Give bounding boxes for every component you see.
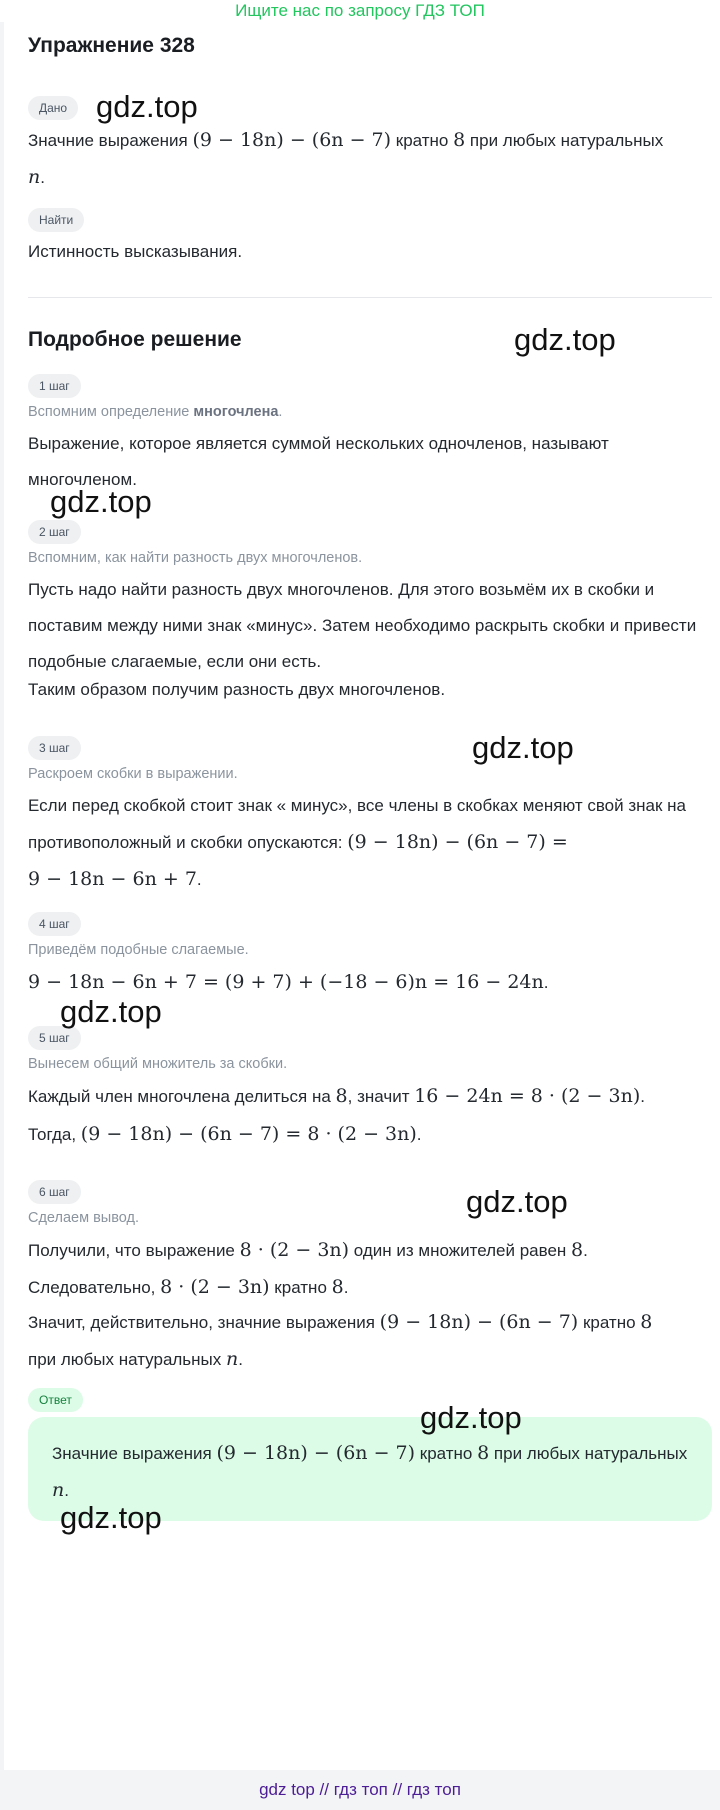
step-badge: 3 шаг [28, 736, 81, 760]
step-text: Тогда, (9 − 18n) − (6n − 7) = 8 · (2 − 3n). [28, 1123, 422, 1145]
find-badge: Найти [28, 208, 84, 232]
find-text: Истинность высказывания. [28, 242, 243, 261]
watermark: gdz.top [420, 1400, 522, 1435]
step-hint: Вынесем общий множитель за скобки. [28, 1056, 288, 1072]
watermark: gdz.top [466, 1184, 568, 1219]
page-title: Упражнение 328 [28, 34, 195, 57]
divider [28, 297, 712, 298]
step-hint: Вспомним, как найти разность двух многочленов. [28, 550, 363, 566]
step-hint: Приведём подобные слагаемые. [28, 942, 249, 958]
step-badge: 2 шаг [28, 520, 81, 544]
step-badge: 5 шаг [28, 1026, 81, 1050]
solution-title: Подробное решение [28, 328, 242, 351]
watermark: gdz.top [96, 89, 198, 124]
step-text: Пусть надо найти разность двух многочленов. Для этого возьмём их в скобки и поставим между ними знак «минус». Затем необходимо раскрыть скобки и привести подобные слагаемые, если они есть. [28, 580, 697, 671]
step-text: Если перед скобкой стоит знак « минус», все члены в скобках меняют свой знак на противоположный и скобки опускаются: (9 − 18n) − (6n − 7) = 9 − 18n − 6n + 7. [28, 796, 686, 890]
step-hint: Вспомним определение многочлена. [28, 404, 283, 420]
footer-link[interactable]: гдз топ [333, 1780, 388, 1799]
search-banner: Ищите нас по запросу ГДЗ ТОП [0, 0, 720, 22]
step-text: Выражение, которое является суммой нескольких одночленов, называют многочленом. [28, 434, 609, 489]
watermark: gdz.top [60, 1500, 162, 1535]
step-text: 9 − 18n − 6n + 7 = (9 + 7) + (−18 − 6)n = 16 − 24n. [28, 971, 549, 993]
step-text: Значит, действительно, значние выражения (9 − 18n) − (6n − 7) кратно 8 при любых натуральных n. [28, 1311, 653, 1370]
step-badge: 6 шаг [28, 1180, 81, 1204]
given-badge: Дано [28, 96, 78, 120]
step-badge: 1 шаг [28, 374, 81, 398]
step-hint: Сделаем вывод. [28, 1210, 140, 1226]
step-hint: Раскроем скобки в выражении. [28, 766, 238, 782]
step-text: Таким образом получим разность двух многочленов. [28, 680, 446, 699]
step-text: Получили, что выражение 8 · (2 − 3n) один из множителей равен 8. Следовательно, 8 · (2 − 3n) кратно 8. [28, 1239, 588, 1298]
answer-badge: Ответ [28, 1388, 83, 1412]
watermark: gdz.top [472, 730, 574, 765]
step-badge: 4 шаг [28, 912, 81, 936]
watermark: gdz.top [514, 322, 616, 357]
footer-link[interactable]: гдз топ [406, 1780, 461, 1799]
watermark: gdz.top [50, 484, 152, 519]
step-text: Каждый член многочлена делиться на 8, значит 16 − 24n = 8 · (2 − 3n). [28, 1085, 645, 1107]
given-text: Значние выражения (9 − 18n) − (6n − 7) кратно 8 при любых натуральных n. [28, 129, 664, 188]
footer-links: gdz top // гдз топ // гдз топ [0, 1770, 720, 1810]
answer-text: Значние выражения (9 − 18n) − (6n − 7) кратно 8 при любых натуральных n. [52, 1442, 688, 1501]
watermark: gdz.top [60, 994, 162, 1029]
footer-link[interactable]: gdz top [259, 1780, 315, 1799]
